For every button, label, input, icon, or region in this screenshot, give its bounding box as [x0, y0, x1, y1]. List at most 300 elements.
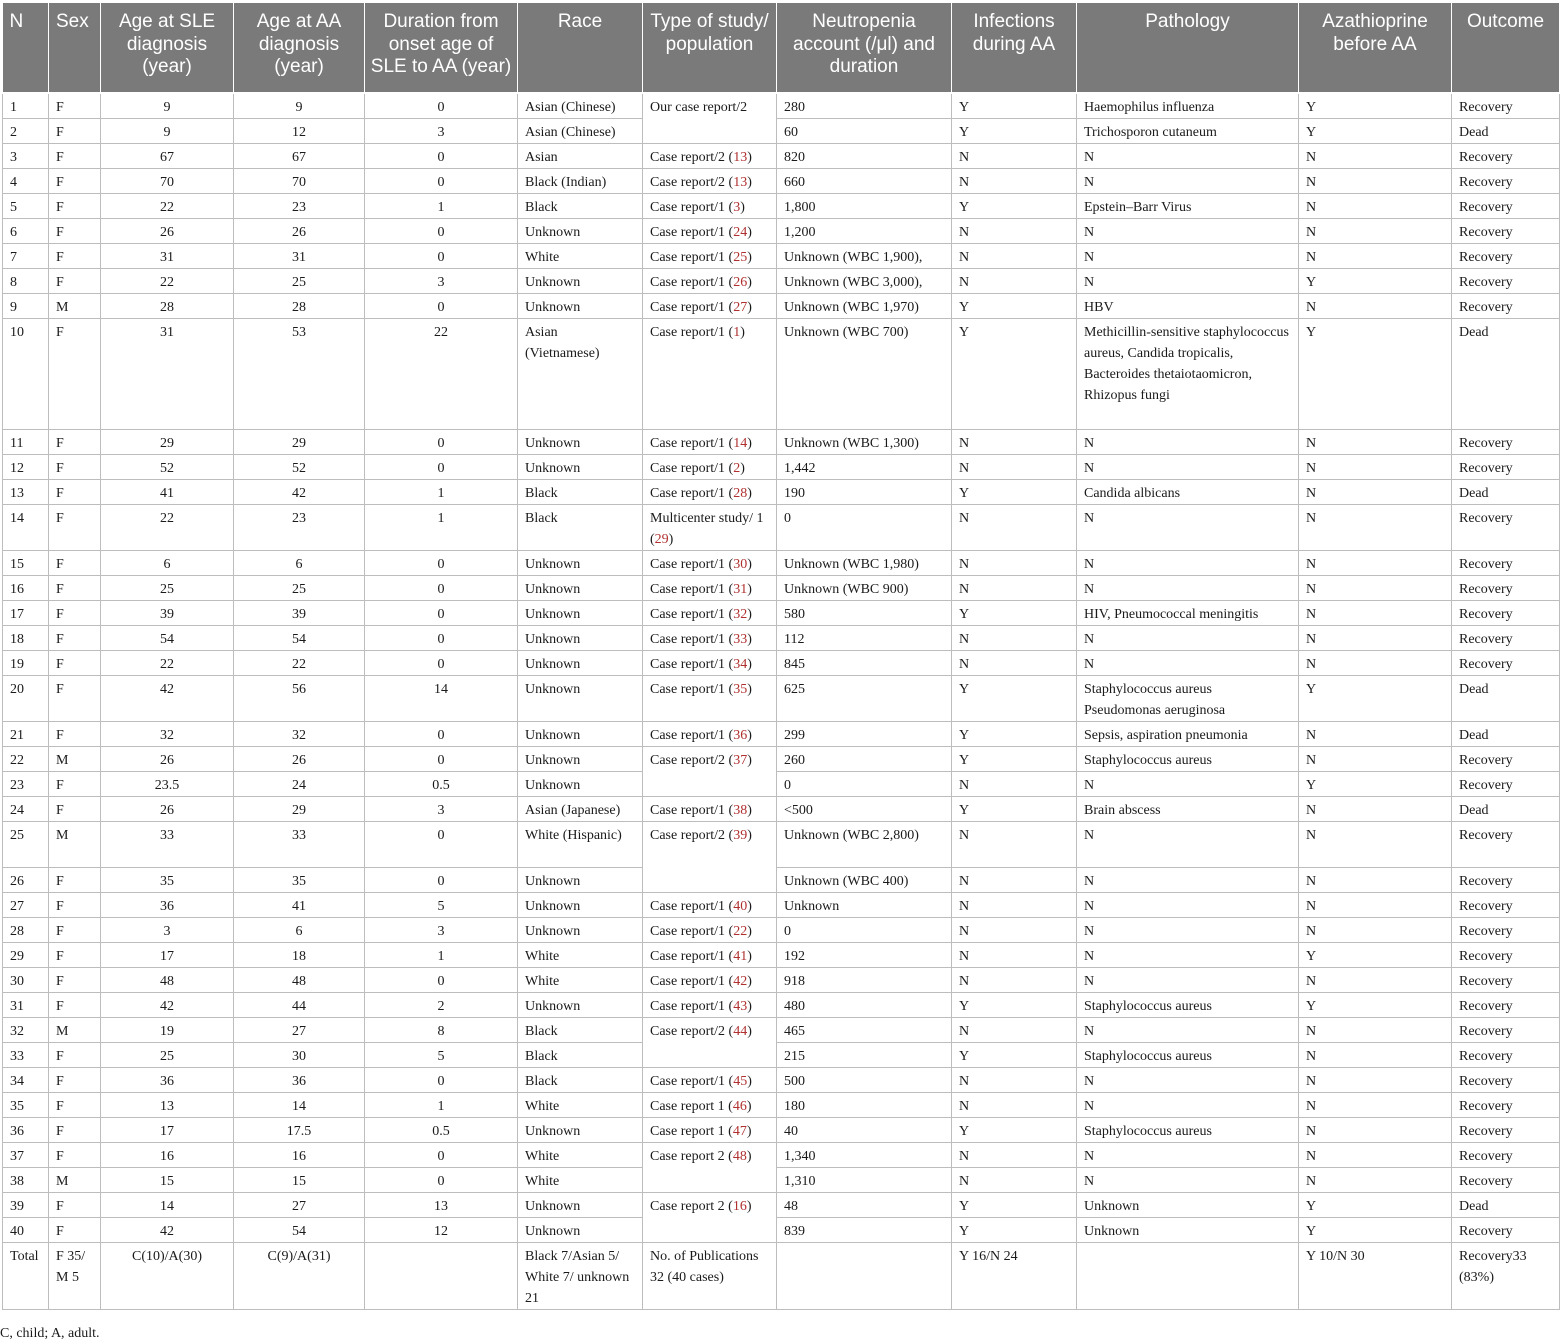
header-study: Type of study/ population	[643, 3, 777, 93]
cell-outcome: Dead	[1452, 722, 1560, 747]
table-row	[3, 1168, 1560, 1193]
cell-n: 31	[3, 993, 49, 1018]
reference-link[interactable]: 27	[733, 300, 748, 315]
cell-neutropenia: 480	[777, 993, 952, 1018]
cell-outcome: Dead	[1452, 676, 1560, 722]
header-azathioprine: Azathioprine before AA	[1299, 3, 1452, 93]
cell-sex: F	[49, 722, 101, 747]
study-type-text: Case report/1 (	[650, 607, 734, 622]
cell-n: Total	[3, 1243, 49, 1310]
cell-age-aa: 25	[234, 269, 365, 294]
reference-link[interactable]: 48	[732, 1149, 747, 1164]
study-type-text: Case report/1 (	[650, 924, 734, 939]
cell-age-aa: 36	[234, 1068, 365, 1093]
cell-n: 22	[3, 747, 49, 772]
cell-azathioprine: Y	[1299, 1218, 1452, 1243]
cell-neutropenia: 1,800	[777, 194, 952, 219]
cell-outcome: Recovery	[1452, 1093, 1560, 1118]
cell-outcome: Recovery	[1452, 1118, 1560, 1143]
cell-age-sle: 41	[101, 480, 234, 505]
cell-age-sle: 3	[101, 918, 234, 943]
cell-study: Case report/1 (32)	[643, 601, 777, 626]
reference-link[interactable]: 3	[733, 200, 741, 215]
cell-age-sle: 36	[101, 893, 234, 918]
cell-age-aa: 32	[234, 722, 365, 747]
cell-azathioprine: Y	[1299, 319, 1452, 430]
cell-sex: M	[49, 1168, 101, 1193]
cell-azathioprine: N	[1299, 1018, 1452, 1043]
cell-study: Case report/1 (42)	[643, 968, 777, 993]
cell-outcome: Recovery	[1452, 1018, 1560, 1043]
cell-study: Case report 2 (48)	[643, 1143, 777, 1193]
cell-race: Black	[518, 194, 643, 219]
cell-azathioprine: N	[1299, 1143, 1452, 1168]
table-row	[3, 1018, 1560, 1043]
reference-link[interactable]: 36	[733, 728, 748, 743]
cell-azathioprine: N	[1299, 194, 1452, 219]
cell-n: 19	[3, 651, 49, 676]
reference-link[interactable]: 26	[733, 275, 748, 290]
cell-neutropenia: Unknown (WBC 700)	[777, 319, 952, 430]
cell-race: Unknown	[518, 430, 643, 455]
table-row	[3, 797, 1560, 822]
cell-age-aa: 6	[234, 918, 365, 943]
cell-pathology: N	[1077, 943, 1299, 968]
cell-azathioprine: N	[1299, 1093, 1452, 1118]
table-row	[3, 651, 1560, 676]
table-row	[3, 194, 1560, 219]
cell-sex: F	[49, 1218, 101, 1243]
cell-sex: F	[49, 1093, 101, 1118]
reference-link[interactable]: 38	[733, 803, 748, 818]
cell-age-aa: 35	[234, 868, 365, 893]
reference-link[interactable]: 40	[733, 899, 748, 914]
cell-pathology: N	[1077, 269, 1299, 294]
cell-pathology: N	[1077, 822, 1299, 868]
study-type-text: Case report/1 (	[650, 461, 734, 476]
cell-age-aa: 54	[234, 626, 365, 651]
cell-outcome: Recovery	[1452, 1218, 1560, 1243]
cell-infections: Y	[952, 601, 1077, 626]
cell-azathioprine: N	[1299, 601, 1452, 626]
cell-age-sle: 54	[101, 626, 234, 651]
cell-sex: F	[49, 1118, 101, 1143]
cell-age-aa: 70	[234, 169, 365, 194]
cell-study: Our case report/2	[643, 93, 777, 144]
cell-age-sle: 31	[101, 319, 234, 430]
study-type-text: Case report/1 (	[650, 728, 734, 743]
header-sex: Sex	[49, 3, 101, 93]
study-type-text: Case report/1 (	[650, 250, 734, 265]
cell-azathioprine: N	[1299, 722, 1452, 747]
cell-n: 20	[3, 676, 49, 722]
cell-age-aa: 27	[234, 1193, 365, 1218]
cell-duration: 1	[365, 505, 518, 551]
cell-pathology: N	[1077, 1018, 1299, 1043]
cell-infections: Y	[952, 480, 1077, 505]
cell-duration: 0	[365, 430, 518, 455]
cell-n: 36	[3, 1118, 49, 1143]
cell-neutropenia	[777, 1243, 952, 1310]
cell-study: Case report/1 (25)	[643, 244, 777, 269]
cell-azathioprine: Y	[1299, 1193, 1452, 1218]
cell-outcome: Recovery	[1452, 1068, 1560, 1093]
cell-azathioprine: Y	[1299, 676, 1452, 722]
cell-age-aa: 16	[234, 1143, 365, 1168]
reference-link[interactable]: 28	[733, 486, 748, 501]
cell-study: Case report/1 (3)	[643, 194, 777, 219]
table-row	[3, 93, 1560, 119]
cell-age-aa: 33	[234, 822, 365, 868]
reference-link[interactable]: 39	[733, 828, 748, 843]
table-row	[3, 822, 1560, 868]
header-neutropenia: Neutropenia account (/μl) and duration	[777, 3, 952, 93]
reference-link[interactable]: 31	[733, 582, 748, 597]
cell-neutropenia: 625	[777, 676, 952, 722]
cell-sex: F	[49, 1068, 101, 1093]
cell-duration: 0	[365, 601, 518, 626]
cell-n: 28	[3, 918, 49, 943]
cell-study: Case report 1 (46)	[643, 1093, 777, 1118]
study-type-text: Case report/2 (	[650, 175, 734, 190]
cell-pathology: N	[1077, 1068, 1299, 1093]
cell-pathology: N	[1077, 1143, 1299, 1168]
study-type-text: Case report 1 (	[650, 1099, 733, 1114]
reference-link[interactable]: 13	[733, 175, 748, 190]
cell-age-aa: 26	[234, 747, 365, 772]
table-row	[3, 169, 1560, 194]
reference-link[interactable]: 34	[733, 657, 748, 672]
cell-race: Unknown	[518, 626, 643, 651]
cell-race: White	[518, 943, 643, 968]
cell-outcome: Dead	[1452, 797, 1560, 822]
cell-duration: 0	[365, 968, 518, 993]
cell-outcome: Recovery	[1452, 551, 1560, 576]
cell-race: Asian	[518, 144, 643, 169]
cell-azathioprine: Y 10/N 30	[1299, 1243, 1452, 1310]
cell-race: Unknown	[518, 651, 643, 676]
cell-neutropenia: 190	[777, 480, 952, 505]
cell-study: Case report/2 (13)	[643, 169, 777, 194]
cell-n: 18	[3, 626, 49, 651]
study-type-text: Case report/1 (	[650, 225, 734, 240]
cell-outcome: Recovery	[1452, 968, 1560, 993]
cell-outcome: Recovery	[1452, 430, 1560, 455]
reference-link[interactable]: 22	[733, 924, 748, 939]
reference-link[interactable]: 42	[733, 974, 748, 989]
cell-age-sle: 42	[101, 993, 234, 1018]
cell-infections: N	[952, 144, 1077, 169]
table-row	[3, 269, 1560, 294]
header-n: N	[3, 3, 49, 93]
cell-n: 38	[3, 1168, 49, 1193]
table-row	[3, 968, 1560, 993]
reference-link[interactable]: 32	[733, 607, 748, 622]
study-type-text: Case report/2 (	[650, 1024, 734, 1039]
cell-azathioprine: N	[1299, 244, 1452, 269]
cell-pathology: N	[1077, 144, 1299, 169]
reference-link[interactable]: 41	[733, 949, 748, 964]
table-row	[3, 868, 1560, 893]
cell-outcome: Recovery	[1452, 505, 1560, 551]
cell-sex: F	[49, 269, 101, 294]
cell-outcome: Recovery	[1452, 93, 1560, 119]
cell-n: 26	[3, 868, 49, 893]
cell-study: Case report/1 (27)	[643, 294, 777, 319]
cell-pathology: N	[1077, 868, 1299, 893]
cell-sex: F	[49, 893, 101, 918]
cell-infections: N	[952, 505, 1077, 551]
cell-n: 17	[3, 601, 49, 626]
cell-duration: 3	[365, 119, 518, 144]
reference-link[interactable]: 1	[733, 325, 741, 340]
cell-infections: N	[952, 1093, 1077, 1118]
reference-link[interactable]: 24	[733, 225, 748, 240]
cell-duration: 0	[365, 722, 518, 747]
cell-outcome: Dead	[1452, 1193, 1560, 1218]
cell-neutropenia: 1,442	[777, 455, 952, 480]
cell-azathioprine: Y	[1299, 119, 1452, 144]
cell-outcome: Dead	[1452, 480, 1560, 505]
cell-study: Case report/1 (22)	[643, 918, 777, 943]
cell-study: Case report/1 (34)	[643, 651, 777, 676]
reference-link[interactable]: 45	[733, 1074, 748, 1089]
cell-infections: N	[952, 868, 1077, 893]
reference-link[interactable]: 14	[733, 436, 748, 451]
cell-azathioprine: N	[1299, 455, 1452, 480]
study-type-text: Case report 2 (	[650, 1149, 733, 1164]
cell-age-aa: 9	[234, 93, 365, 119]
cell-age-aa: 42	[234, 480, 365, 505]
cell-age-sle: 52	[101, 455, 234, 480]
cell-duration: 0	[365, 169, 518, 194]
cell-pathology: N	[1077, 551, 1299, 576]
cell-n: 25	[3, 822, 49, 868]
cell-sex: M	[49, 294, 101, 319]
cell-azathioprine: N	[1299, 551, 1452, 576]
cell-n: 9	[3, 294, 49, 319]
cell-duration: 0	[365, 651, 518, 676]
case-table	[2, 3, 1560, 1310]
cell-age-aa: 28	[234, 294, 365, 319]
cell-outcome: Dead	[1452, 319, 1560, 430]
table-row	[3, 893, 1560, 918]
cell-race: Unknown	[518, 1218, 643, 1243]
cell-race: White	[518, 1093, 643, 1118]
cell-duration: 0	[365, 747, 518, 772]
cell-age-aa: 29	[234, 430, 365, 455]
cell-outcome: Recovery	[1452, 651, 1560, 676]
study-type-text: Case report/1 (	[650, 325, 734, 340]
cell-neutropenia: 299	[777, 722, 952, 747]
cell-azathioprine: N	[1299, 822, 1452, 868]
cell-age-aa: 52	[234, 455, 365, 480]
cell-infections: Y	[952, 1193, 1077, 1218]
cell-pathology: HIV, Pneumococcal meningitis	[1077, 601, 1299, 626]
cell-infections: N	[952, 651, 1077, 676]
cell-sex: F 35/ M 5	[49, 1243, 101, 1310]
cell-pathology: Candida albicans	[1077, 480, 1299, 505]
cell-sex: M	[49, 1018, 101, 1043]
cell-sex: F	[49, 319, 101, 430]
cell-study: Case report/2 (39)	[643, 822, 777, 893]
cell-infections: N	[952, 430, 1077, 455]
cell-neutropenia: 1,200	[777, 219, 952, 244]
cell-duration: 14	[365, 676, 518, 722]
cell-neutropenia: 112	[777, 626, 952, 651]
cell-study: Multicenter study/ 1 (29)	[643, 505, 777, 551]
cell-study: Case report 1 (47)	[643, 1118, 777, 1143]
header-duration: Duration from onset age of SLE to AA (year)	[365, 3, 518, 93]
table-row	[3, 1068, 1560, 1093]
cell-infections: N	[952, 551, 1077, 576]
cell-infections: N	[952, 943, 1077, 968]
cell-race: White	[518, 1168, 643, 1193]
cell-age-aa: 56	[234, 676, 365, 722]
reference-link[interactable]: 30	[733, 557, 748, 572]
cell-neutropenia: Unknown (WBC 2,800)	[777, 822, 952, 868]
cell-outcome: Recovery	[1452, 144, 1560, 169]
reference-link[interactable]: 16	[732, 1199, 747, 1214]
cell-duration: 0	[365, 244, 518, 269]
cell-neutropenia: Unknown	[777, 893, 952, 918]
cell-pathology: Epstein–Barr Virus	[1077, 194, 1299, 219]
reference-link[interactable]: 47	[732, 1124, 747, 1139]
cell-age-sle: 33	[101, 822, 234, 868]
cell-sex: F	[49, 651, 101, 676]
reference-link[interactable]: 44	[733, 1024, 748, 1039]
table-row	[3, 294, 1560, 319]
table-row	[3, 576, 1560, 601]
cell-duration: 0	[365, 219, 518, 244]
reference-link[interactable]: 2	[733, 461, 741, 476]
cell-race: Black 7/Asian 5/ White 7/ unknown 21	[518, 1243, 643, 1310]
cell-age-sle: 9	[101, 93, 234, 119]
table-row	[3, 455, 1560, 480]
reference-link[interactable]: 46	[732, 1099, 747, 1114]
study-type-text: Case report/1 (	[650, 300, 734, 315]
cell-infections: N	[952, 219, 1077, 244]
cell-age-sle: 26	[101, 219, 234, 244]
cell-age-aa: 23	[234, 505, 365, 551]
reference-link[interactable]: 35	[733, 682, 748, 697]
cell-outcome: Recovery	[1452, 601, 1560, 626]
cell-azathioprine: N	[1299, 576, 1452, 601]
cell-duration: 0	[365, 1143, 518, 1168]
reference-link[interactable]: 29	[654, 532, 669, 547]
cell-race: Black	[518, 480, 643, 505]
cell-azathioprine: N	[1299, 144, 1452, 169]
cell-infections: N	[952, 1143, 1077, 1168]
cell-pathology: N	[1077, 430, 1299, 455]
cell-n: 34	[3, 1068, 49, 1093]
cell-pathology: Brain abscess	[1077, 797, 1299, 822]
cell-duration: 1	[365, 194, 518, 219]
reference-link[interactable]: 25	[733, 250, 748, 265]
cell-neutropenia: 465	[777, 1018, 952, 1043]
cell-pathology: N	[1077, 505, 1299, 551]
cell-sex: F	[49, 430, 101, 455]
reference-link[interactable]: 37	[733, 753, 748, 768]
cell-neutropenia: 48	[777, 1193, 952, 1218]
table-row	[3, 676, 1560, 722]
cell-duration: 3	[365, 269, 518, 294]
cell-duration: 0	[365, 1168, 518, 1193]
cell-neutropenia: <500	[777, 797, 952, 822]
cell-race: Asian (Japanese)	[518, 797, 643, 822]
cell-age-sle: 16	[101, 1143, 234, 1168]
cell-infections: N	[952, 1018, 1077, 1043]
cell-race: Unknown	[518, 455, 643, 480]
cell-race: Unknown	[518, 1193, 643, 1218]
cell-sex: F	[49, 551, 101, 576]
cell-sex: F	[49, 480, 101, 505]
cell-age-aa: 15	[234, 1168, 365, 1193]
cell-neutropenia: 260	[777, 747, 952, 772]
cell-azathioprine: Y	[1299, 943, 1452, 968]
study-type-text: Case report 1 (	[650, 1124, 733, 1139]
cell-age-aa: 29	[234, 797, 365, 822]
cell-n: 6	[3, 219, 49, 244]
cell-infections: N	[952, 968, 1077, 993]
cell-sex: F	[49, 968, 101, 993]
cell-age-sle: 13	[101, 1093, 234, 1118]
table-row	[3, 219, 1560, 244]
cell-age-aa: 18	[234, 943, 365, 968]
header-infections: Infections during AA	[952, 3, 1077, 93]
cell-age-sle: 36	[101, 1068, 234, 1093]
cell-n: 8	[3, 269, 49, 294]
cell-azathioprine: N	[1299, 893, 1452, 918]
cell-age-sle: 42	[101, 676, 234, 722]
cell-study: Case report/1 (40)	[643, 893, 777, 918]
table-row	[3, 505, 1560, 551]
header-outcome: Outcome	[1452, 3, 1560, 93]
cell-outcome: Recovery	[1452, 244, 1560, 269]
cell-age-aa: 25	[234, 576, 365, 601]
cell-race: Black	[518, 1018, 643, 1043]
cell-neutropenia: Unknown (WBC 1,970)	[777, 294, 952, 319]
cell-duration: 0	[365, 822, 518, 868]
cell-sex: F	[49, 601, 101, 626]
reference-link[interactable]: 33	[733, 632, 748, 647]
cell-race: Black	[518, 1043, 643, 1068]
cell-neutropenia: 660	[777, 169, 952, 194]
cell-neutropenia: 180	[777, 1093, 952, 1118]
cell-age-aa: 12	[234, 119, 365, 144]
cell-age-aa: 67	[234, 144, 365, 169]
cell-duration: 0	[365, 1068, 518, 1093]
reference-link[interactable]: 43	[733, 999, 748, 1014]
cell-pathology: N	[1077, 918, 1299, 943]
study-type-text: Case report/1 (	[650, 999, 734, 1014]
cell-infections: Y	[952, 194, 1077, 219]
cell-n: 5	[3, 194, 49, 219]
cell-infections: N	[952, 244, 1077, 269]
cell-pathology: N	[1077, 219, 1299, 244]
table-row	[3, 144, 1560, 169]
cell-infections: Y	[952, 722, 1077, 747]
cell-n: 29	[3, 943, 49, 968]
cell-neutropenia: 839	[777, 1218, 952, 1243]
cell-study: Case report/1 (24)	[643, 219, 777, 244]
cell-pathology: Staphylococcus aureus	[1077, 747, 1299, 772]
cell-outcome: Recovery	[1452, 576, 1560, 601]
cell-sex: M	[49, 747, 101, 772]
cell-study: Case report/2 (44)	[643, 1018, 777, 1068]
reference-link[interactable]: 13	[733, 150, 748, 165]
cell-neutropenia: 192	[777, 943, 952, 968]
